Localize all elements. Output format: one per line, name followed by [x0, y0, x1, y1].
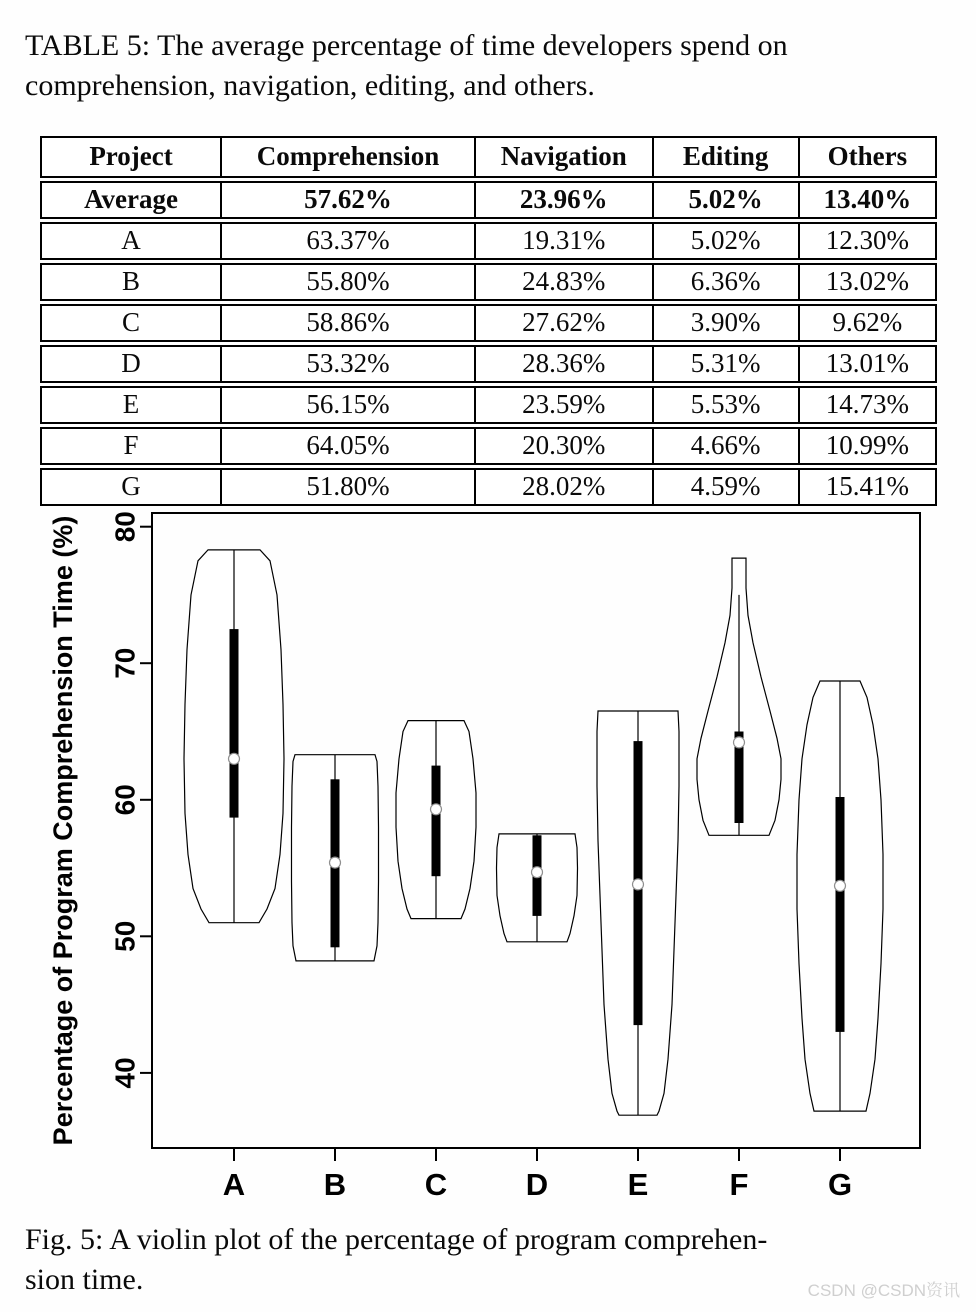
project-cell: G — [40, 468, 222, 506]
value-cell: 64.05% — [222, 427, 476, 465]
value-cell: 23.59% — [476, 386, 654, 424]
table-row — [40, 263, 937, 301]
x-category-label: E — [627, 1167, 649, 1202]
violin-C — [396, 721, 476, 919]
y-tick-label: 80 — [109, 511, 141, 543]
value-cell: 55.80% — [222, 263, 476, 301]
value-cell: 13.01% — [800, 345, 937, 383]
table-header-row — [40, 136, 937, 178]
iqr-box — [432, 766, 441, 877]
project-cell: C — [40, 304, 222, 342]
project-cell: F — [40, 427, 222, 465]
value-cell: 4.66% — [654, 427, 800, 465]
value-cell: 10.99% — [800, 427, 937, 465]
table-row — [40, 304, 937, 342]
value-cell: 27.62% — [476, 304, 654, 342]
column-header: Others — [800, 136, 937, 178]
violin-E — [597, 711, 679, 1115]
value-cell: 5.31% — [654, 345, 800, 383]
iqr-box — [230, 629, 239, 818]
table-row — [40, 222, 937, 260]
value-cell: 4.59% — [654, 468, 800, 506]
table-caption-line1: TABLE 5: The average percentage of time developers spend on — [25, 29, 788, 62]
column-header: Navigation — [476, 136, 654, 178]
x-category-label: A — [222, 1167, 246, 1202]
column-header: Comprehension — [222, 136, 476, 178]
table-caption-line2: comprehension, navigation, editing, and others. — [25, 68, 595, 102]
table-row — [40, 181, 937, 219]
value-cell: 13.40% — [800, 181, 937, 219]
y-tick-label: 70 — [109, 647, 141, 679]
violin-plot-svg — [0, 488, 976, 1203]
value-cell: 13.02% — [800, 263, 937, 301]
value-cell: 12.30% — [800, 222, 937, 260]
value-cell: 57.62% — [222, 181, 476, 219]
value-cell: 51.80% — [222, 468, 476, 506]
project-cell: B — [40, 263, 222, 301]
column-header: Editing — [654, 136, 800, 178]
figure-caption-line1: Fig. 5: A violin plot of the percentage of program comprehen- — [25, 1223, 768, 1256]
value-cell: 20.30% — [476, 427, 654, 465]
value-cell: 58.86% — [222, 304, 476, 342]
table-caption — [25, 26, 956, 105]
median-dot — [532, 867, 543, 878]
median-dot — [835, 880, 846, 891]
figure-caption-line2: sion time. — [25, 1262, 144, 1296]
value-cell: 6.36% — [654, 263, 800, 301]
violin-A — [184, 550, 284, 923]
project-cell: D — [40, 345, 222, 383]
value-cell: 24.83% — [476, 263, 654, 301]
x-category-label: D — [525, 1167, 549, 1202]
value-cell: 28.02% — [476, 468, 654, 506]
y-axis-label: Percentage of Program Comprehension Time (%) — [48, 515, 78, 1146]
violin-F — [697, 558, 781, 835]
project-cell: A — [40, 222, 222, 260]
median-dot — [633, 879, 644, 890]
violin-plot — [0, 488, 976, 1203]
value-cell: 15.41% — [800, 468, 937, 506]
violin-D — [497, 834, 578, 942]
project-cell: Average — [40, 181, 222, 219]
violin-G — [797, 681, 883, 1111]
table-row — [40, 427, 937, 465]
x-category-label: C — [424, 1167, 448, 1202]
table-row — [40, 386, 937, 424]
x-category-label: F — [729, 1167, 749, 1202]
results-table — [40, 133, 937, 509]
median-dot — [734, 737, 745, 748]
watermark: CSDN @CSDN资讯 — [807, 1281, 960, 1300]
median-dot — [431, 804, 442, 815]
violin-B — [292, 755, 379, 961]
column-header: Project — [40, 136, 222, 178]
value-cell: 28.36% — [476, 345, 654, 383]
value-cell: 14.73% — [800, 386, 937, 424]
y-tick-label: 40 — [109, 1057, 141, 1089]
y-tick-label: 50 — [109, 920, 141, 952]
value-cell: 19.31% — [476, 222, 654, 260]
value-cell: 9.62% — [800, 304, 937, 342]
value-cell: 56.15% — [222, 386, 476, 424]
x-category-label: G — [827, 1167, 853, 1202]
y-tick-label: 60 — [109, 784, 141, 816]
value-cell: 5.53% — [654, 386, 800, 424]
median-dot — [330, 857, 341, 868]
value-cell: 23.96% — [476, 181, 654, 219]
median-dot — [229, 753, 240, 764]
project-cell: E — [40, 386, 222, 424]
x-category-label: B — [323, 1167, 347, 1202]
table-row — [40, 345, 937, 383]
value-cell: 5.02% — [654, 181, 800, 219]
value-cell: 5.02% — [654, 222, 800, 260]
value-cell: 3.90% — [654, 304, 800, 342]
value-cell: 63.37% — [222, 222, 476, 260]
value-cell: 53.32% — [222, 345, 476, 383]
iqr-box — [836, 797, 845, 1032]
